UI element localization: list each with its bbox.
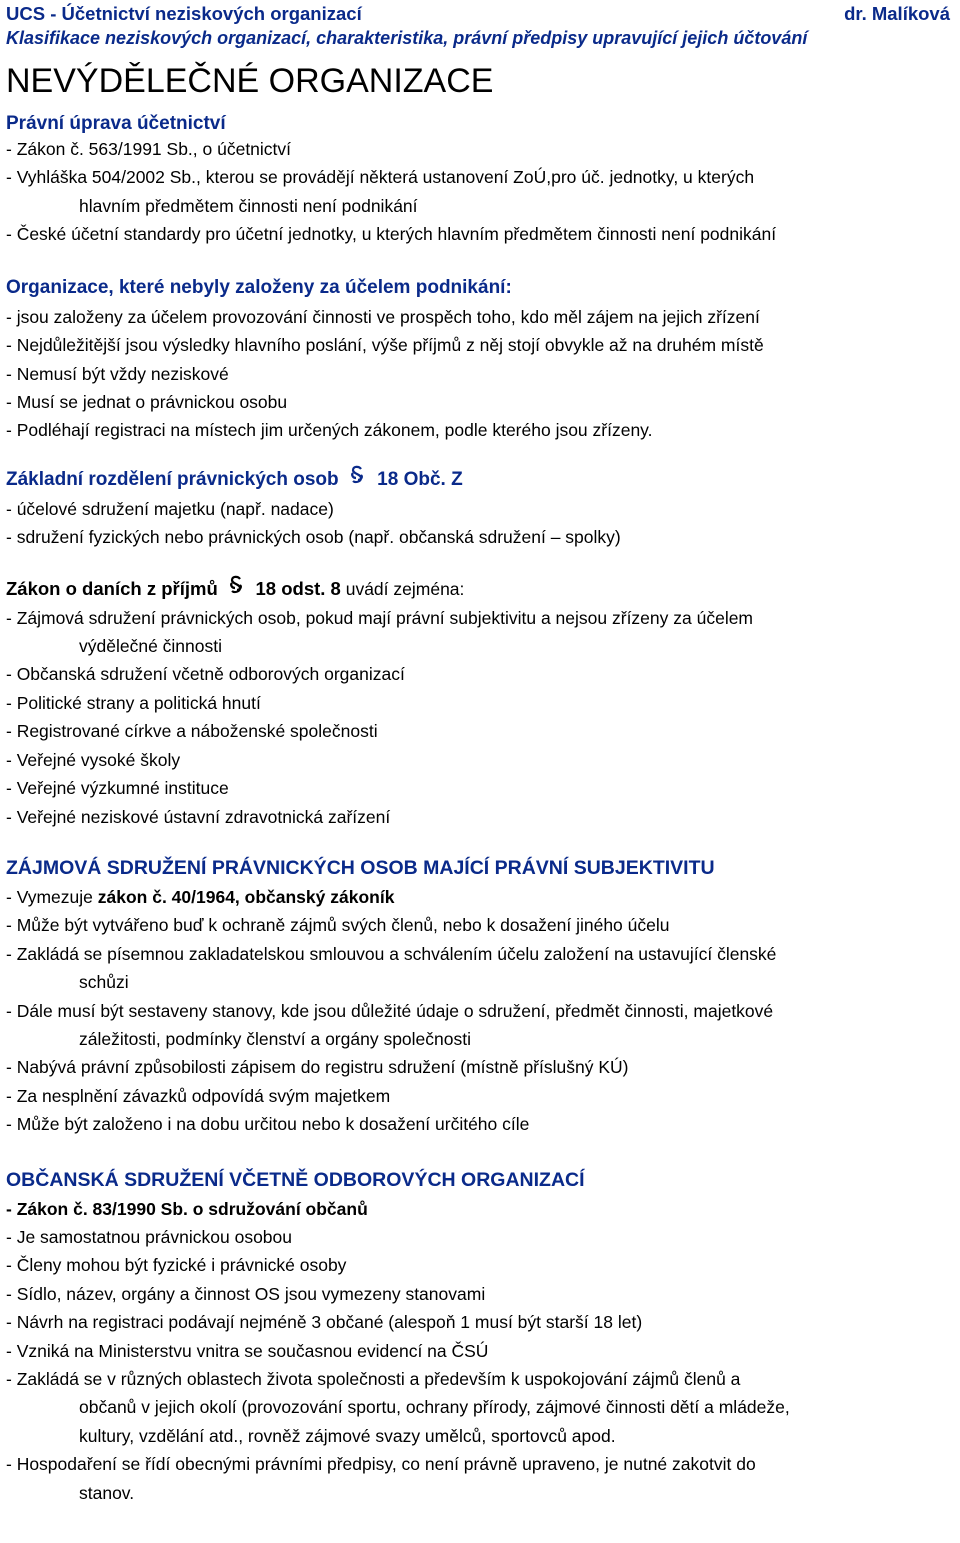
obcanska-line: - Členy mohou být fyzické i právnické osoby (6, 1255, 347, 1276)
zajmova-line: - Nabývá právní způsobilosti zápisem do registru sdružení (místně příslušný KÚ) (6, 1057, 629, 1078)
obcanska-line: - Vzniká na Ministerstvu vnitra se současnou evidencí na ČSÚ (6, 1340, 489, 1361)
tax-ref: 18 odst. 8 (255, 577, 341, 599)
zajmova-line-cont: schůzi (79, 972, 129, 993)
org-line: - Nejdůležitější jsou výsledky hlavního poslání, výše příjmů z něj stojí obvykle až na druhém místě (6, 335, 764, 356)
obcanska-line: - Zakládá se v různých oblastech života společnosti a především k uspokojování zájmů členů a (6, 1369, 741, 1389)
zajmova-line-first (6, 883, 956, 911)
obcanska-line-cont: stanov. (79, 1482, 135, 1503)
obcanska-line: - Sídlo, název, orgány a činnost OS jsou vymezeny stanovami (6, 1283, 486, 1304)
org-heading: Organizace, které nebyly založeny za účelem podnikání: (6, 276, 512, 298)
tax-line: - Veřejné vysoké školy (6, 749, 181, 770)
basic-line: - účelové sdružení majetku (např. nadace) (6, 498, 334, 519)
tax-line: - Občanská sdružení včetně odborových organizací (6, 664, 405, 685)
legal-line: - Vyhláška 504/2002 Sb., kterou se provádějí některá ustanovení ZoÚ,pro úč. jednotky, u kterých (6, 167, 755, 187)
obcanska-line-first: - Zákon č. 83/1990 Sb. o sdružování občanů (6, 1198, 368, 1219)
legal-line: - Zákon č. 563/1991 Sb., o účetnictví (6, 139, 292, 159)
legal-line-cont: hlavním předmětem činnosti není podnikání (79, 196, 418, 216)
tax-line: - Zájmová sdružení právnických osob, pokud mají právní subjektivitu a nejsou zřízeny za účelem (6, 607, 754, 628)
basic-line: - sdružení fyzických nebo právnických osob (např. občanská sdružení – spolky) (6, 527, 621, 548)
org-line: - Podléhají registraci na místech jim určených zákonem, podle kterého jsou zřízeny. (6, 420, 653, 441)
page-header (6, 2, 956, 26)
zajmova-first-bold: zákon č. 40/1964, občanský zákoník (97, 886, 395, 907)
zajmova-first-prefix: - Vymezuje (6, 886, 98, 907)
obcanska-line-cont: občanů v jejich okolí (provozování sportu, ochrany přírody, zájmové činnosti dětí a mládeže, (79, 1397, 790, 1418)
tax-heading-row (6, 574, 956, 604)
zajmova-line: - Za nesplnění závazků odpovídá svým majetkem (6, 1085, 391, 1106)
legal-heading: Právní úprava účetnictví (6, 113, 226, 134)
section-mark-icon (350, 465, 364, 487)
org-line: - jsou založeny za účelem provozování činnosti ve prospěch toho, kdo měl zájem na jejich zřízení (6, 306, 760, 327)
tax-line: - Registrované církve a náboženské společnosti (6, 721, 378, 742)
obcanska-line: - Návrh na registraci podávají nejméně 3 občané (alespoň 1 musí být starší 18 let) (6, 1312, 643, 1333)
zajmova-heading: ZÁJMOVÁ SDRUŽENÍ PRÁVNICKÝCH OSOB MAJÍCÍ PRÁVNÍ SUBJEKTIVITU (6, 856, 715, 879)
org-line: - Musí se jednat o právnickou osobu (6, 392, 288, 413)
basic-heading-row (6, 465, 956, 495)
legal-line: - České účetní standardy pro účetní jednotky, u kterých hlavním předmětem činnosti není podnikání (6, 224, 777, 245)
tax-heading: Zákon o daních z příjmů (6, 577, 218, 599)
tax-line-cont: výdělečné činnosti (79, 636, 222, 657)
org-line: - Nemusí být vždy neziskové (6, 363, 229, 384)
zajmova-line: - Dále musí být sestaveny stanovy, kde jsou důležité údaje o sdružení, předmět činnosti, majetkové (6, 1000, 774, 1021)
zajmova-line: - Zakládá se písemnou zakladatelskou smlouvou a schválením účelu založení na ustavující členské (6, 943, 777, 964)
header-subtitle: Klasifikace neziskových organizací, charakteristika, právní předpisy upravující jejich účtování (6, 28, 808, 48)
header-author: dr. Malíková (844, 3, 950, 24)
tax-line: - Veřejné výzkumné instituce (6, 778, 229, 799)
obcanska-line-cont: kultury, vzdělání atd., rovněž zájmové svazy umělců, sportovců apod. (79, 1425, 616, 1446)
basic-ref: 18 Obč. Z (377, 468, 463, 490)
zajmova-line: - Může být vytvářeno buď k ochraně zájmů svých členů, nebo k dosažení jiného účelu (6, 915, 670, 936)
section-mark-icon (229, 575, 243, 597)
obcanska-line: - Je samostatnou právnickou osobou (6, 1226, 292, 1247)
obcanska-line: - Hospodaření se řídí obecnými právními předpisy, co není právně upraveno, je nutné zakotvit do (6, 1454, 756, 1475)
obcanska-heading: OBČANSKÁ SDRUŽENÍ VČETNĚ ODBOROVÝCH ORGANIZACÍ (6, 1168, 585, 1191)
basic-heading: Základní rozdělení právnických osob (6, 468, 339, 490)
zajmova-line: - Může být založeno i na dobu určitou nebo k dosažení určitého cíle (6, 1114, 530, 1135)
tax-line: - Politické strany a politická hnutí (6, 692, 261, 713)
document-page (6, 0, 956, 1507)
header-title: UCS - Účetnictví neziskových organizací (6, 3, 362, 24)
zajmova-line-cont: záležitosti, podmínky členství a orgány společnosti (79, 1028, 471, 1049)
main-title: NEVÝDĚLEČNÉ ORGANIZACE (6, 62, 494, 100)
tax-suffix: uvádí zejména: (345, 578, 465, 599)
tax-line: - Veřejné neziskové ústavní zdravotnická zařízení (6, 806, 391, 827)
